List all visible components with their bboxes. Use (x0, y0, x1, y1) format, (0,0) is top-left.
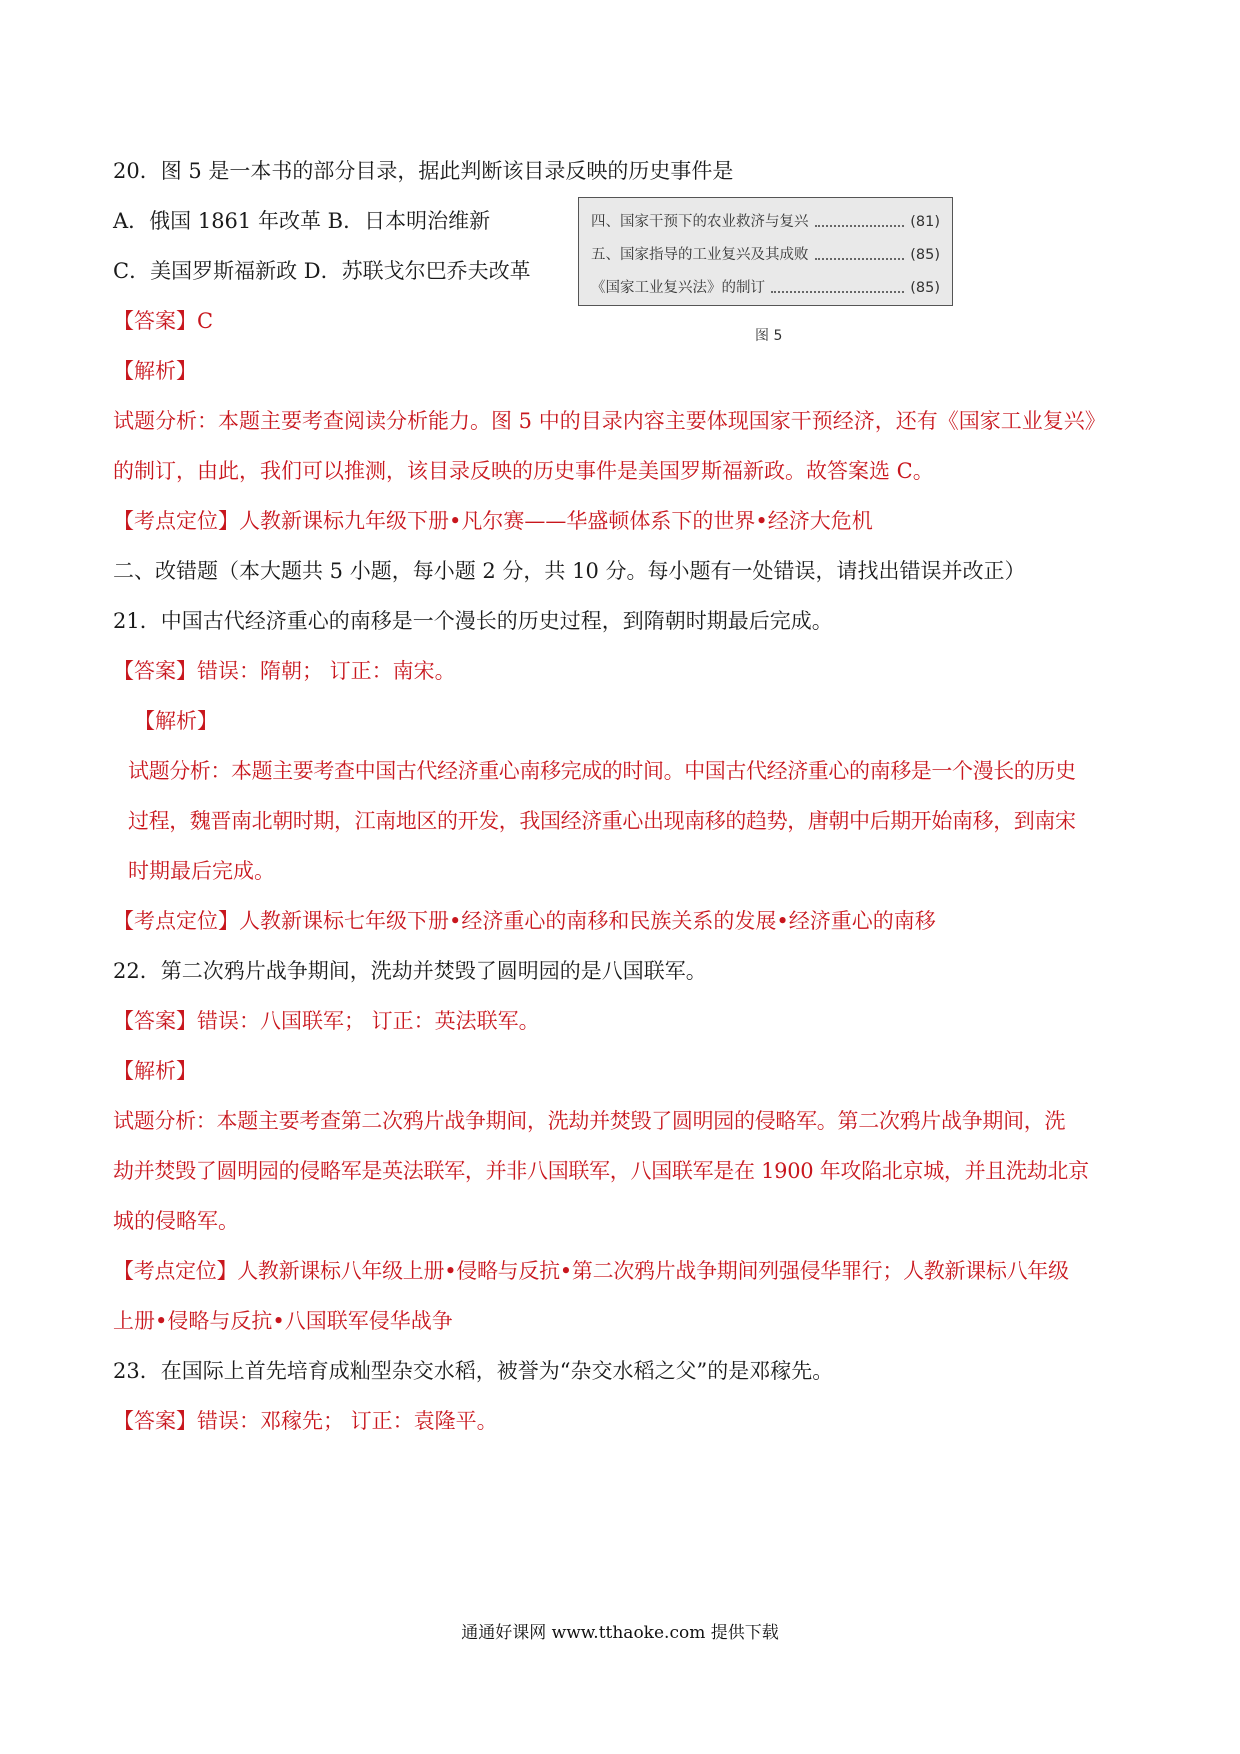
q20-stem: 20．图 5 是一本书的部分目录，据此判断该目录反映的历史事件是 (113, 159, 734, 183)
q21-analysis-line: 时期最后完成。 (128, 859, 275, 883)
q22-analysis-line: 试题分析：本题主要考查第二次鸦片战争期间，洗劫并焚毁了圆明园的侵略军。第二次鸦片战争期间，洗 (113, 1109, 1066, 1133)
toc-row-text: 《国家工业复兴法》的制订 (591, 280, 765, 296)
answer-value: C (197, 309, 214, 333)
toc-row-text: 五、国家指导的工业复兴及其成败 (591, 247, 809, 263)
q21-analysis-label: 【解析】 (134, 709, 218, 733)
q20-answer (113, 306, 213, 336)
q20-options-ab: A．俄国 1861 年改革 B．日本明治维新 (113, 209, 491, 233)
q22-answer: 【答案】错误：八国联军； 订正：英法联军。 (113, 1009, 540, 1033)
q23-stem: 23．在国际上首先培育成籼型杂交水稻，被誉为“杂交水稻之父”的是邓稼先。 (113, 1359, 834, 1383)
q22-analysis-line: 城的侵略军。 (113, 1209, 239, 1233)
q21-answer: 【答案】错误：隋朝； 订正：南宋。 (113, 659, 456, 683)
toc-row-text: 四、国家干预下的农业救济与复兴 (591, 214, 809, 230)
section-heading: 二、改错题（本大题共 5 小题，每小题 2 分，共 10 分。每小题有一处错误，请找出错误并改正） (113, 559, 1026, 583)
page-footer: 通通好课网 www.tthaoke.com 提供下载 (461, 1623, 779, 1643)
q20-knowledge-point: 【考点定位】人教新课标九年级下册•凡尔赛——华盛顿体系下的世界•经济大危机 (113, 509, 873, 533)
q20-options-cd: C．美国罗斯福新政 D．苏联戈尔巴乔夫改革 (113, 259, 531, 283)
q22-analysis-label: 【解析】 (113, 1059, 197, 1083)
q21-stem: 21．中国古代经济重心的南移是一个漫长的历史过程，到隋朝时期最后完成。 (113, 609, 833, 633)
q22-knowledge-point: 【考点定位】人教新课标八年级上册•侵略与反抗•第二次鸦片战争期间列强侵华罪行；人教新课标八年级 (113, 1259, 1069, 1283)
q21-analysis-line: 过程，魏晋南北朝时期，江南地区的开发，我国经济重心出现南移的趋势，唐朝中后期开始南移，到南宋 (128, 809, 1076, 833)
toc-row (591, 239, 940, 272)
figure-caption: 图 5 (755, 328, 783, 344)
q22-analysis-line: 劫并焚毁了圆明园的侵略军是英法联军，并非八国联军，八国联军是在 1900 年攻陷北京城，并且洗劫北京 (113, 1159, 1089, 1183)
figure-5-toc (578, 197, 953, 306)
toc-row-page: (81) (910, 214, 940, 230)
q22-stem: 22．第二次鸦片战争期间，洗劫并焚毁了圆明园的是八国联军。 (113, 959, 707, 983)
toc-dots (815, 258, 905, 260)
q20-analysis-line: 的制订，由此，我们可以推测，该目录反映的历史事件是美国罗斯福新政。故答案选 C。 (113, 459, 934, 483)
toc-row (591, 206, 940, 239)
toc-row (591, 272, 940, 305)
q23-answer: 【答案】错误：邓稼先； 订正：袁隆平。 (113, 1409, 498, 1433)
q22-knowledge-point: 上册•侵略与反抗•八国联军侵华战争 (113, 1309, 453, 1333)
q20-analysis-label: 【解析】 (113, 359, 197, 383)
toc-dots (815, 225, 905, 227)
q21-analysis-line: 试题分析：本题主要考查中国古代经济重心南移完成的时间。中国古代经济重心的南移是一个漫长的历史 (128, 759, 1076, 783)
toc-row-page: (85) (910, 247, 940, 263)
answer-label: 【答案】 (113, 309, 197, 333)
q21-knowledge-point: 【考点定位】人教新课标七年级下册•经济重心的南移和民族关系的发展•经济重心的南移 (113, 909, 936, 933)
toc-dots (771, 291, 904, 293)
q20-analysis-line: 试题分析：本题主要考查阅读分析能力。图 5 中的目录内容主要体现国家干预经济，还有《国家工业复兴》 (113, 409, 1106, 433)
toc-row-page: (85) (910, 280, 940, 296)
